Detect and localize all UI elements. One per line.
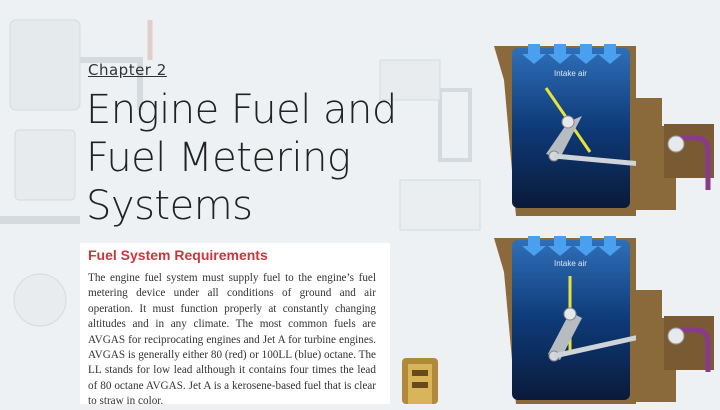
body-paragraph: The engine fuel system must supply fuel to the engine’s fuel metering device under all conditions of ground and air operation. It must function properly at constantly changing altitudes and in any climate. The most common fuels are AVGAS for reciprocating engines and Jet A for turbine engines. AVGAS is generally either 80 (red) or 100LL (blue) octane. The LL stands for low lead although it contains four times the lead of 80 octane AVGAS. Jet A is a kerosene-based fuel that is clear to straw in color. <box>88 272 376 408</box>
throttle-figure-top <box>486 40 720 220</box>
fuel-fitting-image <box>398 352 442 404</box>
intake-air-label-top: Intake air <box>554 69 587 78</box>
title-line-3: Systems <box>86 183 253 229</box>
title-line-2: Fuel Metering <box>86 135 351 181</box>
title-line-1: Engine Fuel and <box>86 87 397 133</box>
chapter-title <box>86 86 397 230</box>
section-heading: Fuel System Requirements <box>88 247 268 263</box>
throttle-figure-bottom <box>486 232 720 404</box>
intake-air-label-bottom: Intake air <box>554 259 587 268</box>
chapter-label: Chapter 2 <box>88 61 167 79</box>
